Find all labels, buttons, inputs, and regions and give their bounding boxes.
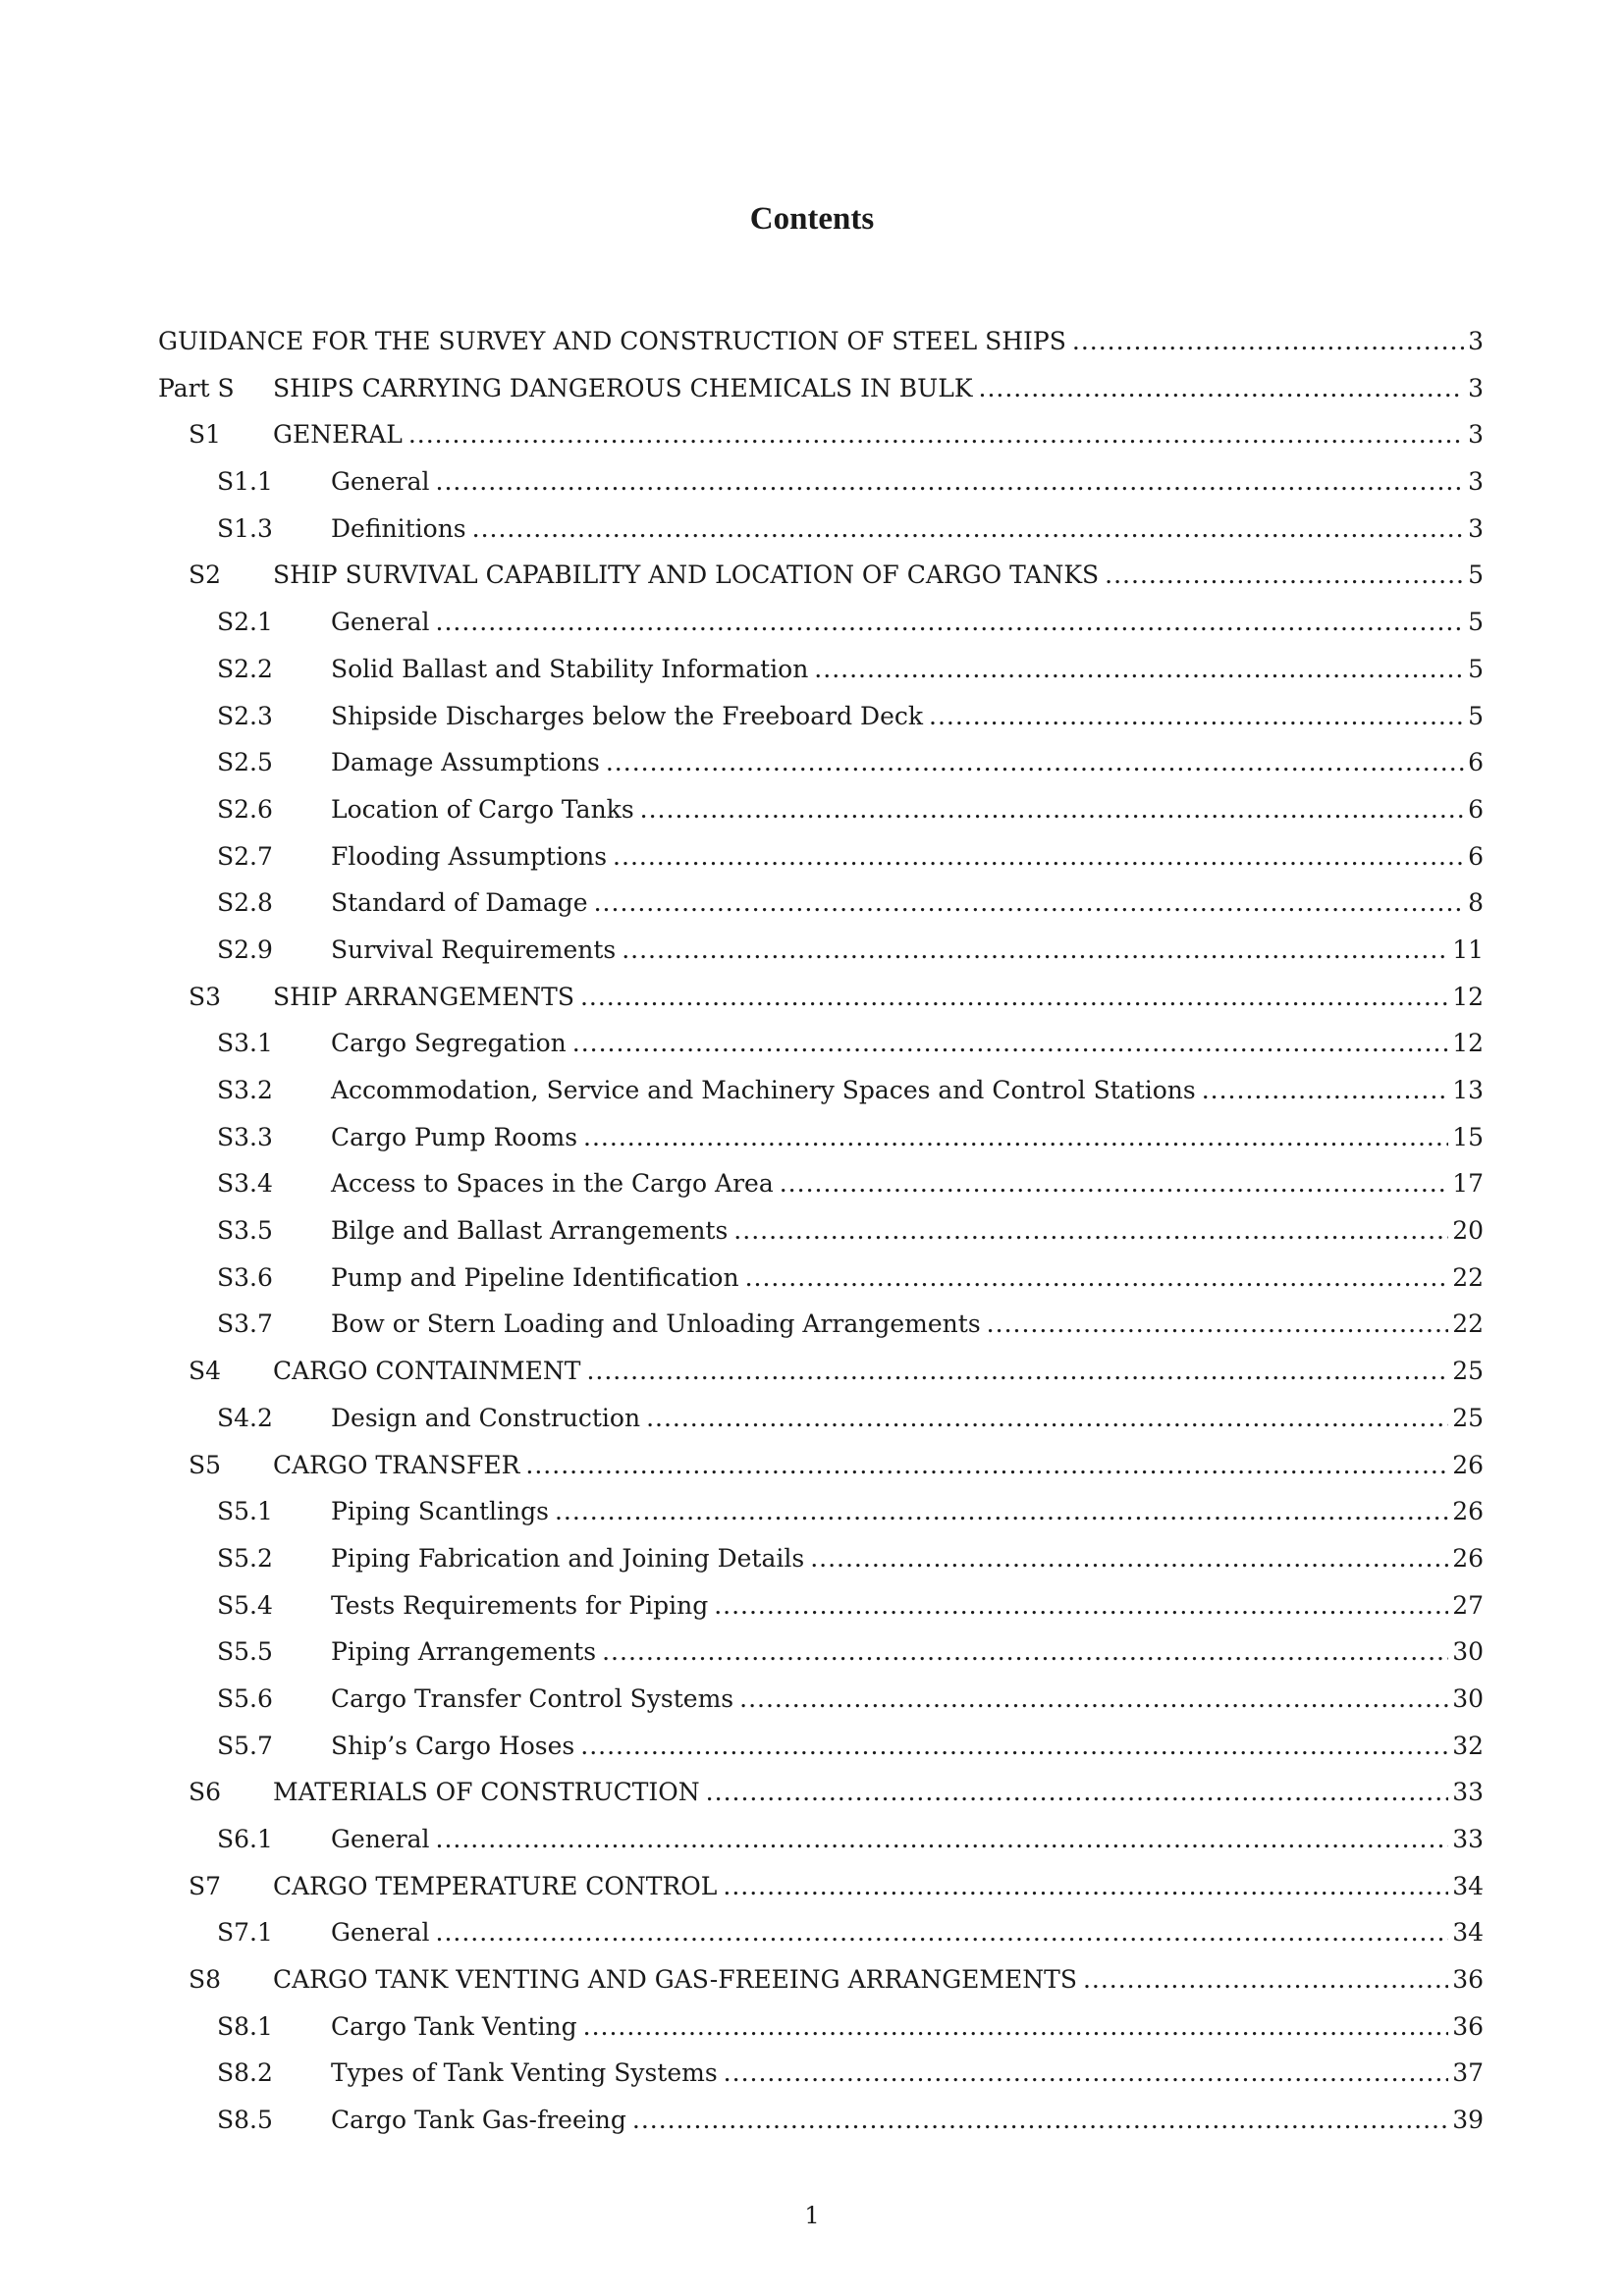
dot-leader <box>580 1723 1448 1770</box>
toc-entry-title: General <box>331 1918 430 1948</box>
dot-leader <box>408 411 1464 458</box>
toc-entry-title: Shipside Discharges below the Freeboard Deck <box>331 701 924 730</box>
toc-entry-number: S2 <box>189 561 222 590</box>
toc-entry-title: SHIP SURVIVAL CAPABILITY AND LOCATION OF CARGO TANKS <box>273 561 1100 590</box>
dot-leader <box>613 833 1464 881</box>
toc-entry-number: S2.2 <box>217 654 273 683</box>
toc-entry-title: Piping Scantlings <box>331 1497 549 1526</box>
toc-entry[interactable] <box>158 458 1484 506</box>
toc-entry[interactable] <box>158 880 1484 927</box>
toc-entry[interactable] <box>158 1348 1484 1395</box>
toc-entry-title: GUIDANCE FOR THE SURVEY AND CONSTRUCTION OF STEEL SHIPS <box>158 327 1066 355</box>
toc-entry[interactable] <box>158 2097 1484 2144</box>
toc-entry-page: 5 <box>1468 701 1484 730</box>
toc-entry[interactable] <box>158 1020 1484 1067</box>
toc-entry-title: Location of Cargo Tanks <box>331 794 634 824</box>
dot-leader <box>1083 1956 1448 2003</box>
toc-entry-title: General <box>331 608 430 637</box>
toc-entry-page: 5 <box>1468 608 1484 637</box>
toc-entry-title: Piping Arrangements <box>331 1637 597 1667</box>
toc-entry-number: S5.5 <box>217 1637 273 1667</box>
toc-entry-number: S7.1 <box>217 1918 273 1948</box>
toc-entry-number: S2.8 <box>217 888 273 918</box>
toc-entry[interactable] <box>158 1676 1484 1723</box>
toc-entry-number: S5.1 <box>217 1497 273 1526</box>
toc-entry-number: S3.2 <box>217 1076 273 1104</box>
toc-entry[interactable] <box>158 739 1484 786</box>
toc-entry-title: General <box>331 1825 430 1853</box>
toc-entry[interactable] <box>158 318 1484 365</box>
toc-entry[interactable] <box>158 693 1484 740</box>
toc-entry-title: Design and Construction <box>331 1403 641 1432</box>
toc-entry-page: 12 <box>1452 982 1484 1011</box>
dot-leader <box>1105 552 1464 599</box>
dot-leader <box>594 880 1464 927</box>
dot-leader <box>733 1207 1448 1255</box>
toc-entry-page: 13 <box>1452 1076 1484 1104</box>
toc-entry[interactable] <box>158 1488 1484 1535</box>
toc-entry-page: 22 <box>1452 1262 1484 1292</box>
toc-entry[interactable] <box>158 1114 1484 1161</box>
toc-entry[interactable] <box>158 1956 1484 2003</box>
dot-leader <box>1202 1067 1448 1114</box>
toc-entry-number: S4 <box>189 1357 222 1386</box>
toc-entry-title: CARGO TRANSFER <box>273 1450 520 1479</box>
toc-entry-page: 5 <box>1468 561 1484 590</box>
toc-entry-number: S2.5 <box>217 748 273 777</box>
toc-entry[interactable] <box>158 1255 1484 1302</box>
toc-entry-title: Cargo Tank Venting <box>331 2011 577 2041</box>
toc-entry[interactable] <box>158 411 1484 458</box>
toc-entry-page: 3 <box>1468 420 1484 450</box>
toc-entry[interactable] <box>158 552 1484 599</box>
toc-entry-page: 26 <box>1452 1450 1484 1479</box>
page-title: Contents <box>749 201 875 237</box>
toc-entry[interactable] <box>158 927 1484 974</box>
toc-entry[interactable] <box>158 599 1484 646</box>
toc-entry-page: 33 <box>1452 1778 1484 1807</box>
toc-entry-number: Part S <box>158 373 235 402</box>
toc-entry-number: S5.2 <box>217 1543 273 1573</box>
toc-entry[interactable] <box>158 1442 1484 1489</box>
toc-entry-number: S3.7 <box>217 1309 273 1339</box>
toc-entry-page: 3 <box>1468 513 1484 543</box>
toc-entry-page: 39 <box>1452 2106 1484 2135</box>
toc-entry-page: 25 <box>1452 1357 1484 1386</box>
toc-entry-number: S4.2 <box>217 1403 273 1432</box>
toc-entry-page: 17 <box>1452 1169 1484 1199</box>
toc-entry-title: Definitions <box>331 513 466 543</box>
toc-entry-page: 34 <box>1452 1918 1484 1948</box>
toc-entry-page: 26 <box>1452 1497 1484 1526</box>
toc-entry-number: S1.1 <box>217 467 273 497</box>
toc-entry-title: General <box>331 467 430 497</box>
toc-entry-page: 33 <box>1452 1825 1484 1853</box>
dot-leader <box>640 786 1464 833</box>
toc-entry-title: Solid Ballast and Stability Information <box>331 654 809 683</box>
dot-leader <box>929 693 1464 740</box>
toc-entry-title: CARGO TEMPERATURE CONTROL <box>273 1871 718 1900</box>
toc-entry[interactable] <box>158 786 1484 833</box>
toc-entry-page: 5 <box>1468 654 1484 683</box>
toc-entry-page: 30 <box>1452 1683 1484 1713</box>
dot-leader <box>555 1488 1448 1535</box>
toc-entry[interactable] <box>158 1629 1484 1676</box>
dot-leader <box>586 1348 1448 1395</box>
toc-entry-number: S3.1 <box>217 1029 273 1058</box>
toc-entry-number: S5 <box>189 1450 222 1479</box>
dot-leader <box>602 1629 1448 1676</box>
dot-leader <box>606 739 1464 786</box>
dot-leader <box>472 506 1464 553</box>
dot-leader <box>580 974 1448 1021</box>
toc-entry-number: S5.4 <box>217 1590 273 1620</box>
toc-entry[interactable] <box>158 2003 1484 2051</box>
toc-entry-title: Tests Requirements for Piping <box>331 1590 709 1620</box>
toc-entry-number: S8 <box>189 1965 222 1995</box>
toc-entry-page: 22 <box>1452 1309 1484 1339</box>
toc-entry-title: CARGO CONTAINMENT <box>273 1357 581 1386</box>
toc-entry-page: 34 <box>1452 1871 1484 1900</box>
toc-entry-number: S2.9 <box>217 934 273 964</box>
toc-entry-page: 8 <box>1468 888 1484 918</box>
dot-leader <box>583 2003 1449 2051</box>
toc-entry-number: S8.2 <box>217 2058 273 2088</box>
toc-entry[interactable] <box>158 646 1484 693</box>
toc-entry-number: S5.7 <box>217 1731 273 1760</box>
toc-entry-number: S6.1 <box>217 1825 273 1853</box>
toc-entry[interactable] <box>158 1395 1484 1442</box>
toc-entry-page: 36 <box>1452 2011 1484 2041</box>
dot-leader <box>632 2097 1448 2144</box>
toc-entry[interactable] <box>158 365 1484 412</box>
toc-entry[interactable] <box>158 1816 1484 1863</box>
dot-leader <box>525 1442 1448 1489</box>
toc-entry-number: S3.6 <box>217 1262 273 1292</box>
toc-entry-title: Cargo Segregation <box>331 1029 567 1058</box>
toc-entry-title: Ship’s Cargo Hoses <box>331 1731 575 1760</box>
toc-entry-title: Survival Requirements <box>331 934 617 964</box>
toc-entry-page: 3 <box>1468 327 1484 355</box>
dot-leader <box>583 1114 1448 1161</box>
toc-entry-title: Standard of Damage <box>331 888 588 918</box>
toc-entry-title: Damage Assumptions <box>331 748 600 777</box>
toc-entry-number: S8.1 <box>217 2011 273 2041</box>
dot-leader <box>810 1535 1448 1582</box>
toc-entry[interactable] <box>158 1301 1484 1348</box>
toc-entry-page: 6 <box>1468 794 1484 824</box>
toc-entry[interactable] <box>158 2050 1484 2097</box>
toc-entry-title: Bilge and Ballast Arrangements <box>331 1216 729 1246</box>
toc-entry-number: S8.5 <box>217 2106 273 2135</box>
table-of-contents <box>158 318 1484 2144</box>
toc-entry-number: S2.6 <box>217 794 273 824</box>
dot-leader <box>436 599 1465 646</box>
toc-entry[interactable] <box>158 974 1484 1021</box>
toc-entry-title: SHIP ARRANGEMENTS <box>273 982 574 1011</box>
toc-entry-title: Cargo Tank Gas-freeing <box>331 2106 626 2135</box>
toc-entry-title: Cargo Transfer Control Systems <box>331 1683 734 1713</box>
dot-leader <box>724 2050 1449 2097</box>
toc-entry-title: Cargo Pump Rooms <box>331 1122 578 1151</box>
toc-entry-title: GENERAL <box>273 420 403 450</box>
toc-entry[interactable] <box>158 1535 1484 1582</box>
toc-entry-title: Accommodation, Service and Machinery Spaces and Control Stations <box>331 1076 1196 1104</box>
toc-entry-number: S3 <box>189 982 222 1011</box>
toc-entry-number: S1.3 <box>217 513 273 543</box>
toc-entry-page: 20 <box>1452 1216 1484 1246</box>
toc-entry-page: 12 <box>1452 1029 1484 1058</box>
dot-leader <box>987 1301 1449 1348</box>
dot-leader <box>572 1020 1448 1067</box>
toc-entry[interactable] <box>158 1582 1484 1629</box>
toc-entry[interactable] <box>158 1769 1484 1816</box>
dot-leader <box>646 1395 1448 1442</box>
toc-entry-page: 26 <box>1452 1543 1484 1573</box>
toc-entry-number: S7 <box>189 1871 222 1900</box>
toc-entry-number: S3.5 <box>217 1216 273 1246</box>
toc-entry-page: 15 <box>1452 1122 1484 1151</box>
toc-entry-number: S3.3 <box>217 1122 273 1151</box>
toc-entry-number: S2.1 <box>217 608 273 637</box>
toc-entry[interactable] <box>158 1863 1484 1910</box>
dot-leader <box>780 1160 1448 1207</box>
toc-entry-page: 32 <box>1452 1731 1484 1760</box>
toc-entry-number: S6 <box>189 1778 222 1807</box>
dot-leader <box>436 458 1465 506</box>
toc-entry-page: 6 <box>1468 748 1484 777</box>
toc-entry-title: CARGO TANK VENTING AND GAS-FREEING ARRANGEMENTS <box>273 1965 1077 1995</box>
toc-entry-title: Piping Fabrication and Joining Details <box>331 1543 805 1573</box>
dot-leader <box>622 927 1448 974</box>
toc-entry-page: 6 <box>1468 841 1484 871</box>
toc-entry-number: S3.4 <box>217 1169 273 1199</box>
toc-entry-number: S2.7 <box>217 841 273 871</box>
toc-entry[interactable] <box>158 833 1484 881</box>
toc-entry[interactable] <box>158 1160 1484 1207</box>
toc-entry-page: 25 <box>1452 1403 1484 1432</box>
toc-entry-page: 11 <box>1452 934 1484 964</box>
dot-leader <box>1072 318 1464 365</box>
toc-entry-page: 27 <box>1452 1590 1484 1620</box>
dot-leader <box>436 1909 1449 1956</box>
toc-entry-number: S2.3 <box>217 701 273 730</box>
toc-entry-title: SHIPS CARRYING DANGEROUS CHEMICALS IN BULK <box>273 373 973 402</box>
dot-leader <box>739 1676 1448 1723</box>
toc-entry-title: Types of Tank Venting Systems <box>331 2058 718 2088</box>
toc-entry-number: S1 <box>189 420 222 450</box>
toc-entry[interactable] <box>158 1909 1484 1956</box>
toc-entry-page: 3 <box>1468 467 1484 497</box>
toc-entry-page: 30 <box>1452 1637 1484 1667</box>
toc-entry-title: Pump and Pipeline Identification <box>331 1262 739 1292</box>
dot-leader <box>436 1816 1449 1863</box>
toc-entry[interactable] <box>158 1723 1484 1770</box>
toc-entry-title: MATERIALS OF CONSTRUCTION <box>273 1778 700 1807</box>
dot-leader <box>814 646 1464 693</box>
dot-leader <box>745 1255 1449 1302</box>
toc-entry[interactable] <box>158 1067 1484 1114</box>
toc-entry-title: Flooding Assumptions <box>331 841 608 871</box>
toc-entry-page: 37 <box>1452 2058 1484 2088</box>
toc-entry-number: S5.6 <box>217 1683 273 1713</box>
toc-entry-page: 36 <box>1452 1965 1484 1995</box>
toc-entry[interactable] <box>158 1207 1484 1255</box>
page-number: 1 <box>804 2202 820 2229</box>
toc-entry-title: Access to Spaces in the Cargo Area <box>331 1169 774 1199</box>
dot-leader <box>723 1863 1448 1910</box>
toc-entry[interactable] <box>158 506 1484 553</box>
dot-leader <box>706 1769 1449 1816</box>
toc-entry-page: 3 <box>1468 373 1484 402</box>
toc-entry-title: Bow or Stern Loading and Unloading Arrangements <box>331 1309 981 1339</box>
dot-leader <box>979 365 1465 412</box>
dot-leader <box>714 1582 1448 1629</box>
